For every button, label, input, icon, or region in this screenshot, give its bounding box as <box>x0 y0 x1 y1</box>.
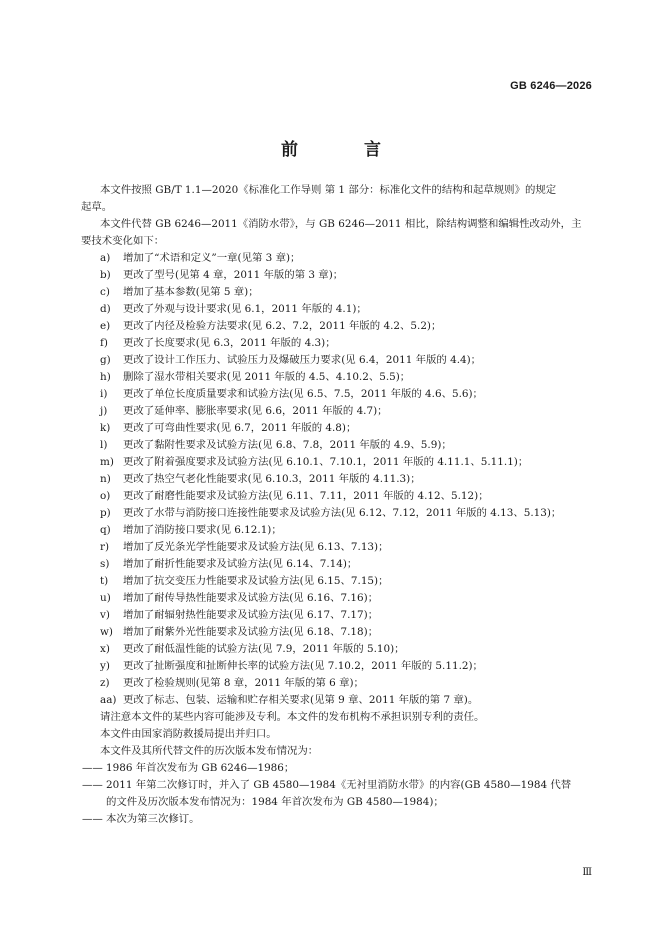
history-dash: —— <box>82 762 103 774</box>
list-item-label: z) <box>100 677 110 689</box>
list-item-text: 更改了设计工作压力、试验压力及爆破压力要求(见 6.4，2011 年版的 4.4)； <box>123 354 482 366</box>
list-item-text: 更改了附着强度要求及试验方法(见 6.10.1、7.10.1，2011 年版的 4.11.1、5.11.1)； <box>123 456 529 468</box>
list-item-text: 增加了抗交变压力性能要求及试验方法(见 6.15、7.15)； <box>123 575 389 587</box>
history-line: 本次为第三次修订。 <box>106 813 200 825</box>
list-item-text: 更改了可弯曲性要求(见 6.7，2011 年版的 4.8)； <box>123 422 357 434</box>
history-item <box>82 760 600 777</box>
list-item <box>100 505 600 522</box>
list-item-label: m) <box>100 456 114 468</box>
list-item-text: 更改了水带与消防接口连接性能要求及试验方法(见 6.12、7.12，2011 年版的 4.13、5.13)； <box>123 507 562 519</box>
list-item-text: 更改了延伸率、膨胀率要求(见 6.6，2011 年版的 4.7)； <box>123 405 388 417</box>
list-item-text: 更改了型号(见第 4 章，2011 年版的第 3 章)； <box>123 269 344 281</box>
list-item-label: a) <box>100 252 111 264</box>
list-item-text: 增加了“术语和定义”一章(见第 3 章)； <box>123 252 301 264</box>
list-item-label: i) <box>100 388 108 400</box>
list-item <box>100 522 600 539</box>
list-item-text: 增加了消防接口要求(见 6.12.1)； <box>123 524 282 536</box>
list-item-label: f) <box>100 337 108 349</box>
list-item <box>100 420 600 437</box>
standard-number: GB 6246—2026 <box>510 80 592 92</box>
list-item-label: y) <box>100 660 110 672</box>
history-text <box>106 760 600 777</box>
list-item-text: 增加了基本参数(见第 5 章)； <box>123 286 259 298</box>
list-item-text: 更改了长度要求(见 6.3，2011 年版的 4.3)； <box>123 337 336 349</box>
history-line: 2011 年第二次修订时，并入了 GB 4580—1984《无衬里消防水带》的内容(GB 4580—1984 代替 <box>106 779 572 791</box>
history-line: 的文件及历次版本发布情况为：1984 年首次发布为 GB 4580—1984)； <box>106 796 444 808</box>
history-list <box>82 760 600 828</box>
list-item <box>100 471 600 488</box>
paragraph-line: 本文件按照 GB/T 1.1—2020《标准化工作导则 第 1 部分：标准化文件的结构和起草规则》的规定 <box>100 184 557 196</box>
list-item-text: 增加了耐紫外光性能要求及试验方法(见 6.18、7.18)； <box>123 626 379 638</box>
list-item <box>100 539 600 556</box>
list-item-label: n) <box>100 473 111 485</box>
paragraph-line: 起草。 <box>81 201 113 213</box>
list-item-label: d) <box>100 303 111 315</box>
list-item-text: 更改了黏附性要求及试验方法(见 6.8、7.8，2011 年版的 4.9、5.9)； <box>123 439 452 451</box>
history-dash: —— <box>82 779 103 791</box>
list-item <box>100 284 600 301</box>
paragraph-drafting-basis <box>81 182 600 216</box>
list-item <box>100 318 600 335</box>
list-item-text: 更改了检验规则(见第 8 章，2011 年版的第 6 章)； <box>123 677 364 689</box>
list-item <box>100 250 600 267</box>
list-item-label: h) <box>100 371 111 383</box>
history-dash: —— <box>82 813 103 825</box>
list-item-text: 删除了湿水带相关要求(见 2011 年版的 4.5、4.10.2、5.5)； <box>123 371 411 383</box>
page-number: Ⅲ <box>582 867 592 878</box>
list-item-text: 更改了耐低温性能的试验方法(见 7.9，2011 年版的 5.10)； <box>123 643 405 655</box>
list-item-label: t) <box>100 575 109 587</box>
list-item-label: j) <box>100 405 108 417</box>
history-text <box>106 777 600 811</box>
list-item-label: w) <box>100 626 113 638</box>
list-item-label: p) <box>100 507 111 519</box>
list-item <box>100 641 600 658</box>
list-item <box>100 590 600 607</box>
list-item <box>100 488 600 505</box>
paragraph-line: 要技术变化如下： <box>81 235 165 247</box>
list-item-text: 更改了单位长度质量要求和试验方法(见 6.5、7.5，2011 年版的 4.6、5.6)； <box>123 388 483 400</box>
list-item-label: u) <box>100 592 111 604</box>
list-item <box>100 454 600 471</box>
list-item <box>100 692 600 709</box>
patent-notice: 请注意本文件的某些内容可能涉及专利。本文件的发布机构不承担识别专利的责任。 <box>100 711 485 723</box>
paragraph-replacement <box>81 216 600 250</box>
list-item <box>100 675 600 692</box>
document-body <box>81 182 600 828</box>
list-item-label: e) <box>100 320 111 332</box>
list-item <box>100 369 600 386</box>
list-item <box>100 556 600 573</box>
list-item-label: o) <box>100 490 111 502</box>
paragraph-line: 本文件代替 GB 6246—2011《消防水带》，与 GB 6246—2011 相比，除结构调整和编辑性改动外，主 <box>100 218 582 230</box>
history-intro: 本文件及其所代替文件的历次版本发布情况为： <box>100 745 319 757</box>
list-item <box>100 301 600 318</box>
list-item-text: 更改了内径及检验方法要求(见 6.2、7.2，2011 年版的 4.2、5.2)； <box>123 320 442 332</box>
list-item-label: g) <box>100 354 111 366</box>
list-item-text: 增加了耐折性能要求及试验方法(见 6.14、7.14)； <box>123 558 358 570</box>
list-item-text: 更改了外观与设计要求(见 6.1，2011 年版的 4.1)； <box>123 303 367 315</box>
list-item-label: s) <box>100 558 110 570</box>
list-item <box>100 607 600 624</box>
list-item-label: aa) <box>100 694 117 706</box>
list-item <box>100 386 600 403</box>
list-item <box>100 658 600 675</box>
history-item <box>82 811 600 828</box>
list-item <box>100 267 600 284</box>
list-item-label: q) <box>100 524 111 536</box>
list-item-text: 更改了热空气老化性能要求(见 6.10.3，2011 年版的 4.11.3)； <box>123 473 421 485</box>
changes-list <box>100 250 600 709</box>
list-item-text: 更改了标志、包装、运输和贮存相关要求(见第 9 章、2011 年版的第 7 章)。 <box>123 694 479 706</box>
list-item <box>100 437 600 454</box>
list-item <box>100 624 600 641</box>
list-item-label: r) <box>100 541 110 553</box>
list-item-label: v) <box>100 609 110 621</box>
list-item-text: 增加了耐传导热性能要求及试验方法(见 6.16、7.16)； <box>123 592 379 604</box>
list-item-label: x) <box>100 643 110 655</box>
list-item-text: 增加了反光条光学性能要求及试验方法(见 6.13、7.13)； <box>123 541 389 553</box>
list-item-label: c) <box>100 286 110 298</box>
list-item-text: 更改了扯断强度和扯断伸长率的试验方法(见 7.10.2，2011 年版的 5.11.2)； <box>123 660 483 672</box>
proposer-notice: 本文件由国家消防救援局提出并归口。 <box>100 728 277 740</box>
list-item-label: l) <box>100 439 108 451</box>
page-title: 前 言 <box>281 140 411 160</box>
list-item <box>100 352 600 369</box>
list-item-label: b) <box>100 269 111 281</box>
history-text <box>106 811 600 828</box>
list-item-text: 增加了耐辐射热性能要求及试验方法(见 6.17、7.17)； <box>123 609 379 621</box>
history-line: 1986 年首次发布为 GB 6246—1986； <box>106 762 295 774</box>
list-item <box>100 335 600 352</box>
list-item <box>100 403 600 420</box>
list-item-text: 更改了耐磨性能要求及试验方法(见 6.11、7.11，2011 年版的 4.12、5.12)； <box>123 490 489 502</box>
list-item <box>100 573 600 590</box>
list-item-label: k) <box>100 422 111 434</box>
history-item <box>82 777 600 811</box>
